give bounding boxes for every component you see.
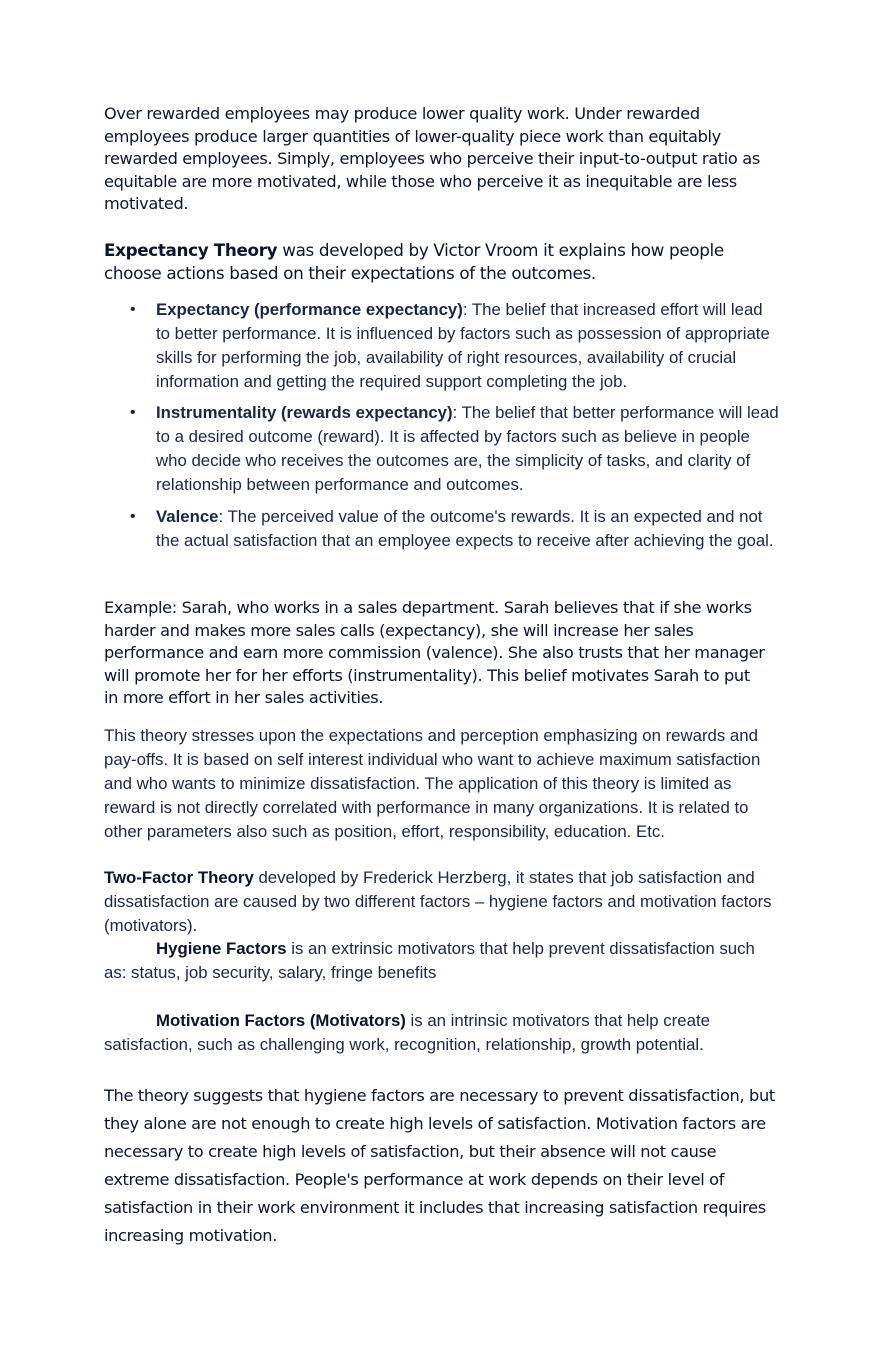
bullet-icon: •	[130, 301, 136, 318]
expectancy-intro-text: was developed by Victor Vroom it explains how people choose actions based on their expectations of the outcomes.	[104, 240, 724, 283]
list-item-valence	[130, 505, 780, 553]
bullet-icon: •	[130, 508, 136, 525]
bullet-term: Instrumentality (rewards expectancy)	[156, 403, 453, 422]
expectancy-critique-paragraph: This theory stresses upon the expectations and perception emphasizing on rewards and pay-offs. It is based on self interest individual who want to achieve maximum satisfaction and who wants to minimize dissatisfaction. The application of this theory is limited as reward is not directly correlated with performance in many organizations. It is related to other parameters also such as position, effort, responsibility, education. Etc.	[104, 726, 761, 841]
bullet-term: Expectancy (performance expectancy)	[156, 300, 463, 319]
bullet-term: Valence	[156, 507, 219, 526]
two-factor-conclusion-paragraph: The theory suggests that hygiene factors are necessary to prevent dissatisfaction, but they alone are not enough to create high levels of satisfaction. Motivation factors are necessary to create high levels of satisfaction, but their absence will not cause extreme dissatisfaction. People's performance at work depends on their level of satisfaction in their work environment it includes that increasing satisfaction requires increasing motivation.	[104, 1086, 775, 1245]
list-item-expectancy	[130, 298, 780, 394]
bullet-icon: •	[130, 404, 136, 421]
hygiene-factors-text: is an extrinsic motivators that help prevent dissatisfaction such as: status, job security, salary, fringe benefits	[104, 939, 755, 982]
two-factor-intro-paragraph	[104, 866, 780, 938]
bullet-text: : The perceived value of the outcome's rewards. It is an expected and not the actual satisfaction that an employee expects to receive after achieving the goal.	[156, 507, 774, 550]
example-paragraph: Example: Sarah, who works in a sales department. Sarah believes that if she works harder and makes more sales calls (expectancy), she will increase her sales performance and earn more commission (valence). She also trusts that her manager will promote her for her efforts (instrumentality). This belief motivates Sarah to put in more effort in her sales activities.	[104, 598, 765, 707]
motivation-factors-paragraph	[104, 1009, 780, 1057]
bullet-text: : The belief that increased effort will lead to better performance. It is influenced by factors such as possession of appropriate skills for performing the job, availability of right resources, availability of crucial information and getting the required support completing the job.	[156, 300, 770, 391]
motivation-factors-term: Motivation Factors (Motivators)	[156, 1011, 406, 1030]
motivation-factors-text: is an intrinsic motivators that help create satisfaction, such as challenging work, recognition, relationship, growth potential.	[104, 1011, 710, 1054]
hygiene-factors-term: Hygiene Factors	[156, 939, 287, 958]
expectancy-intro-paragraph	[104, 239, 780, 284]
two-factor-heading: Two-Factor Theory	[104, 868, 254, 887]
document-page	[104, 0, 780, 1346]
bullet-text: : The belief that better performance will lead to a desired outcome (reward). It is affected by factors such as believe in people who decide who receives the outcomes are, the simplicity of tasks, and clarity of relationship between performance and outcomes.	[156, 403, 779, 494]
hygiene-factors-paragraph	[104, 937, 780, 985]
two-factor-intro-text: developed by Frederick Herzberg, it states that job satisfaction and dissatisfaction are caused by two different factors – hygiene factors and motivation factors (motivators).	[104, 868, 772, 935]
expectancy-heading: Expectancy Theory	[104, 240, 278, 260]
equity-paragraph: Over rewarded employees may produce lower quality work. Under rewarded employees produce larger quantities of lower-quality piece work than equitably rewarded employees. Simply, employees who perceive their input-to-output ratio as equitable are more motivated, while those who perceive it as inequitable are less motivated.	[104, 104, 760, 213]
list-item-instrumentality	[130, 401, 780, 497]
